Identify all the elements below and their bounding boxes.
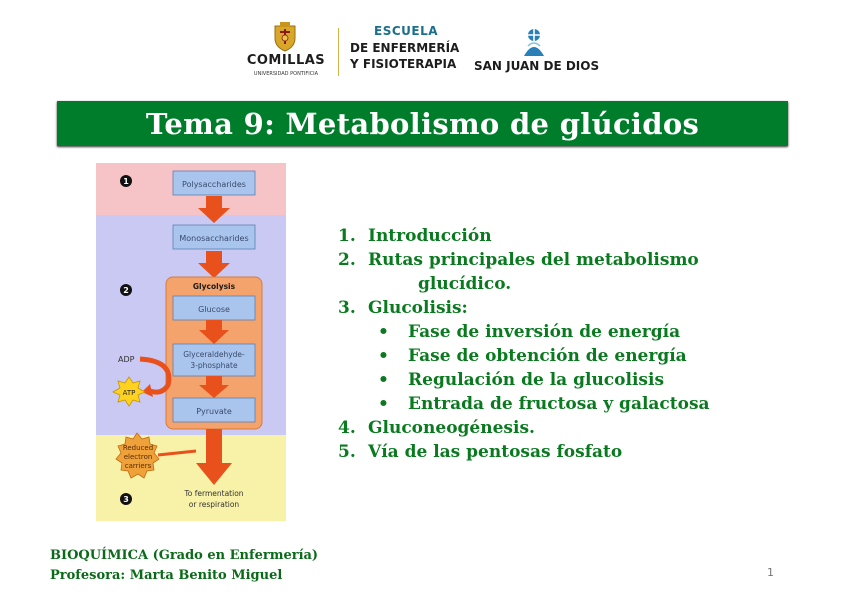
glycolysis-figure xyxy=(96,163,286,521)
reduced-line-3: carriers xyxy=(124,462,152,470)
subitem-text: Entrada de fructosa y galactosa xyxy=(408,394,710,414)
comillas-crest-icon xyxy=(272,22,298,52)
index-number: 5. xyxy=(338,442,356,462)
glucose-label: Glucose xyxy=(198,305,230,314)
escuela-line-3: Y FISIOTERAPIA xyxy=(350,57,457,71)
g3p-label-line-2: 3-phosphate xyxy=(190,361,238,370)
index-item xyxy=(338,224,748,248)
bullet: • xyxy=(378,370,389,390)
san-juan-de-dios-name: SAN JUAN DE DIOS xyxy=(474,59,600,73)
index-text: Rutas principales del metabolismo xyxy=(368,250,699,270)
bullet: • xyxy=(378,322,389,342)
comillas-subtext: UNIVERSIDAD PONTIFICIA xyxy=(253,71,319,77)
g3p-box xyxy=(173,344,255,376)
title-bar xyxy=(57,101,788,146)
stage-1-label: 1 xyxy=(123,177,129,186)
index-text: glucídico. xyxy=(418,274,512,294)
index-subitem xyxy=(338,392,748,416)
slide-title: Tema 9: Metabolismo de glúcidos xyxy=(145,106,700,141)
san-juan-de-dios-emblem-icon xyxy=(522,26,546,58)
monosaccharides-label: Monosaccharides xyxy=(179,234,249,243)
atp-label: ATP xyxy=(122,389,136,397)
bullet: • xyxy=(378,394,389,414)
professor-name: Profesora: Marta Benito Miguel xyxy=(50,568,283,583)
index-item xyxy=(338,416,748,440)
comillas-name: COMILLAS xyxy=(246,53,326,68)
stage-3-label: 3 xyxy=(123,495,129,504)
index-number: 4. xyxy=(338,418,356,438)
logo-divider xyxy=(338,28,339,76)
adp-label: ADP xyxy=(118,355,135,364)
escuela-line-2: DE ENFERMERÍA xyxy=(350,41,460,55)
index-text: Glucolisis: xyxy=(368,298,468,318)
bullet: • xyxy=(378,346,389,366)
escuela-line-1: ESCUELA xyxy=(374,24,439,38)
page-number: 1 xyxy=(767,566,774,579)
glycolysis-diagram xyxy=(96,163,286,521)
san-juan-de-dios-logo xyxy=(474,26,602,78)
index-item-continuation xyxy=(338,272,748,296)
index-number: 2. xyxy=(338,250,356,270)
course-name: BIOQUÍMICA (Grado en Enfermería) xyxy=(50,548,319,563)
index-item xyxy=(338,440,748,464)
index-subitem xyxy=(338,344,748,368)
index-number: 1. xyxy=(338,226,356,246)
index-item xyxy=(338,296,748,320)
topic-index xyxy=(338,224,748,464)
index-subitem xyxy=(338,368,748,392)
subitem-text: Regulación de la glucolisis xyxy=(408,370,665,390)
escuela-logo xyxy=(350,24,468,80)
g3p-label-line-1: Glyceraldehyde- xyxy=(183,350,245,359)
fermentation-line-1: To fermentation xyxy=(184,489,244,498)
index-item xyxy=(338,248,748,272)
subitem-text: Fase de obtención de energía xyxy=(408,346,687,366)
index-text: Vía de las pentosas fosfato xyxy=(368,442,623,462)
stage-2-label: 2 xyxy=(123,286,129,295)
reduced-line-1: Reduced xyxy=(122,444,154,452)
reduced-line-2: electron xyxy=(123,453,153,461)
index-text: Gluconeogénesis. xyxy=(368,418,535,438)
glycolysis-label: Glycolysis xyxy=(192,282,236,291)
pyruvate-label: Pyruvate xyxy=(196,407,232,416)
comillas-logo xyxy=(240,22,332,92)
index-text: Introducción xyxy=(368,226,492,246)
subitem-text: Fase de inversión de energía xyxy=(408,322,681,342)
index-number: 3. xyxy=(338,298,356,318)
polysaccharides-label: Polysaccharides xyxy=(182,180,246,189)
index-subitem xyxy=(338,320,748,344)
fermentation-line-2: or respiration xyxy=(188,500,240,509)
